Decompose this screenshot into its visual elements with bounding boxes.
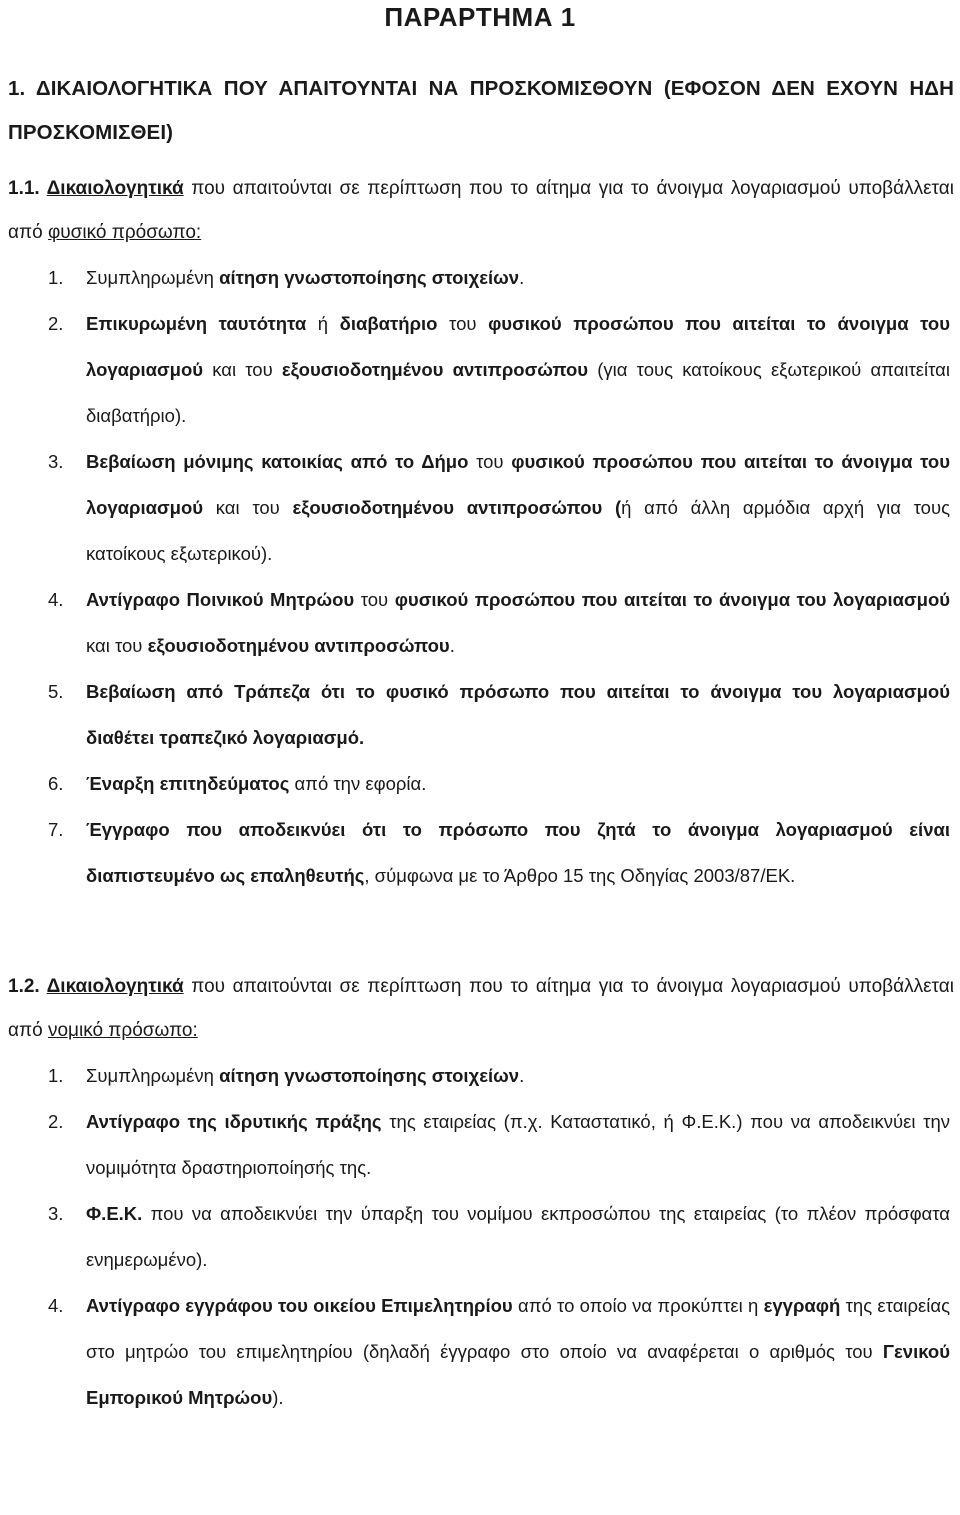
list-item-text: Βεβαίωση μόνιμης κατοικίας από το Δήμο	[86, 451, 469, 472]
list-item-text: Αντίγραφο Ποινικού Μητρώου	[86, 589, 355, 610]
list-item	[0, 669, 960, 761]
list-item-text: ή	[306, 313, 340, 334]
list-item	[0, 577, 960, 669]
section-1-1-heading	[8, 167, 954, 255]
section-lead: Δικαιολογητικά	[46, 178, 184, 199]
list-item-text: Φ.Ε.Κ.	[86, 1203, 143, 1224]
section-rest: που απαιτούνται σε περίπτωση που το αίτημα για το άνοιγμα λογαριασμού υποβάλλεται από	[8, 976, 954, 1041]
list-item-text: της εταιρείας (π.χ. Καταστατικό, ή Φ.Ε.Κ.) που να αποδεικνύει την νομιμότητα δραστηριοποίησής της.	[86, 1111, 950, 1178]
list-item-text: , σύμφωνα με το Άρθρο 15 της Οδηγίας 2003/87/ΕΚ.	[364, 865, 796, 886]
list-item	[0, 1053, 960, 1099]
list-item	[0, 301, 960, 439]
list-item-text: Συμπληρωμένη	[86, 267, 220, 288]
list-item-text: .	[449, 635, 455, 656]
list-item	[0, 807, 960, 899]
section-number: 1.1.	[8, 178, 40, 199]
list-item-text: εγγραφή	[763, 1295, 841, 1316]
list-item-text: εξουσιοδοτημένου αντιπροσώπου (	[292, 497, 622, 518]
list-item-number: 3.	[48, 451, 64, 472]
section-lead: Δικαιολογητικά	[46, 976, 184, 997]
list-item	[0, 1099, 960, 1191]
list-item	[0, 439, 960, 577]
list-item-text: εξουσιοδοτημένου αντιπροσώπου	[147, 635, 450, 656]
section-rest: που απαιτούνται σε περίπτωση που το αίτημα για το άνοιγμα λογαριασμού υποβάλλεται από	[8, 178, 954, 243]
list-item-text: Αντίγραφο εγγράφου του οικείου Επιμελητηρίου	[86, 1295, 513, 1316]
list-item-text: Έγγραφο που αποδεικνύει ότι το πρόσωπο που ζητά το άνοιγμα λογαριασμού είναι διαπιστευμένο ως επαληθευτής	[86, 819, 950, 886]
list-item-text: της εταιρείας στο μητρώο του επιμελητηρίου (δηλαδή έγγραφο στο οποίο να αναφέρεται ο αριθμός του	[86, 1295, 950, 1362]
list-item-text: αίτηση γνωστοποίησης στοιχείων	[219, 1065, 520, 1086]
list-item-text: διαβατήριο	[339, 313, 438, 334]
heading-1: 1. ΔΙΚΑΙΟΛΟΓΗΤΙΚΑ ΠΟΥ ΑΠΑΙΤΟΥΝΤΑΙ ΝΑ ΠΡΟΣΚΟΜΙΣΘΟΥΝ (ΕΦΟΣΟΝ ΔΕΝ ΕΧΟΥΝ ΗΔΗ ΠΡΟΣΚΟΜΙΣΘΕΙ)	[8, 77, 954, 144]
section-1-2-list	[0, 1053, 960, 1421]
section-underlined: φυσικό πρόσωπο:	[47, 222, 202, 243]
list-item-text: και του	[86, 635, 148, 656]
list-item-text: .	[519, 267, 525, 288]
list-item-text: φυσικού προσώπου που αιτείται το άνοιγμα του λογαριασμού	[86, 313, 950, 380]
list-item-text: του	[437, 313, 489, 334]
list-item-text: και του	[203, 359, 282, 380]
document-page	[0, 1, 960, 1515]
list-item	[0, 1283, 960, 1421]
list-item-text: από την εφορία.	[289, 773, 427, 794]
section-1-2-heading	[8, 965, 954, 1053]
list-item	[0, 761, 960, 807]
list-item-number: 2.	[48, 1111, 64, 1132]
document-title: ΠΑΡΑΡΤΗΜΑ 1	[384, 2, 576, 32]
list-item-text: αίτηση γνωστοποίησης στοιχείων	[219, 267, 520, 288]
list-item-text: (για τους κατοίκους εξωτερικού απαιτείται διαβατήριο).	[86, 359, 950, 426]
list-item-number: 4.	[48, 589, 64, 610]
list-item-text: Συμπληρωμένη	[86, 1065, 220, 1086]
list-item-number: 7.	[48, 819, 64, 840]
list-item-number: 4.	[48, 1295, 64, 1316]
list-item-text: ή από άλλη αρμόδια αρχή για τους κατοίκους εξωτερικού).	[86, 497, 950, 564]
section-number: 1.2.	[8, 976, 40, 997]
list-item-text: φυσικού προσώπου που αιτείται το άνοιγμα του λογαριασμού	[86, 451, 950, 518]
list-item-number: 6.	[48, 773, 64, 794]
list-item-text: φυσικού προσώπου που αιτείται το άνοιγμα του λογαριασμού	[394, 589, 951, 610]
list-item-text: Αντίγραφο της ιδρυτικής πράξης	[86, 1111, 382, 1132]
list-item-number: 1.	[48, 267, 64, 288]
list-item-text: από το οποίο να προκύπτει η	[512, 1295, 764, 1316]
list-item-text: που να αποδεικνύει την ύπαρξη του νομίμου εκπροσώπου της εταιρείας (το πλέον πρόσφατα ενημερωμένο).	[86, 1203, 950, 1270]
list-item-text: του	[354, 589, 395, 610]
list-item-text: .	[519, 1065, 525, 1086]
list-item-text: και του	[203, 497, 293, 518]
list-item-number: 2.	[48, 313, 64, 334]
list-item-text: ).	[272, 1387, 284, 1408]
list-item-number: 5.	[48, 681, 64, 702]
section-1-1-list	[0, 255, 960, 899]
list-item-text: Βεβαίωση από Τράπεζα ότι το φυσικό πρόσωπο που αιτείται το άνοιγμα του λογαριασμού διαθέτει τραπεζικό λογαριασμό.	[86, 681, 950, 748]
section-underlined: νομικό πρόσωπο:	[47, 1020, 198, 1041]
list-item-text: εξουσιοδοτημένου αντιπροσώπου	[281, 359, 589, 380]
list-item-number: 1.	[48, 1065, 64, 1086]
list-item-text: Έναρξη επιτηδεύματος	[86, 773, 290, 794]
list-item	[0, 255, 960, 301]
list-item-text: του	[468, 451, 512, 472]
list-item-text: Επικυρωμένη ταυτότητα	[86, 313, 307, 334]
list-item-text: Γενικού Εμπορικού Μητρώου	[86, 1341, 950, 1408]
list-item	[0, 1191, 960, 1283]
list-item-number: 3.	[48, 1203, 64, 1224]
